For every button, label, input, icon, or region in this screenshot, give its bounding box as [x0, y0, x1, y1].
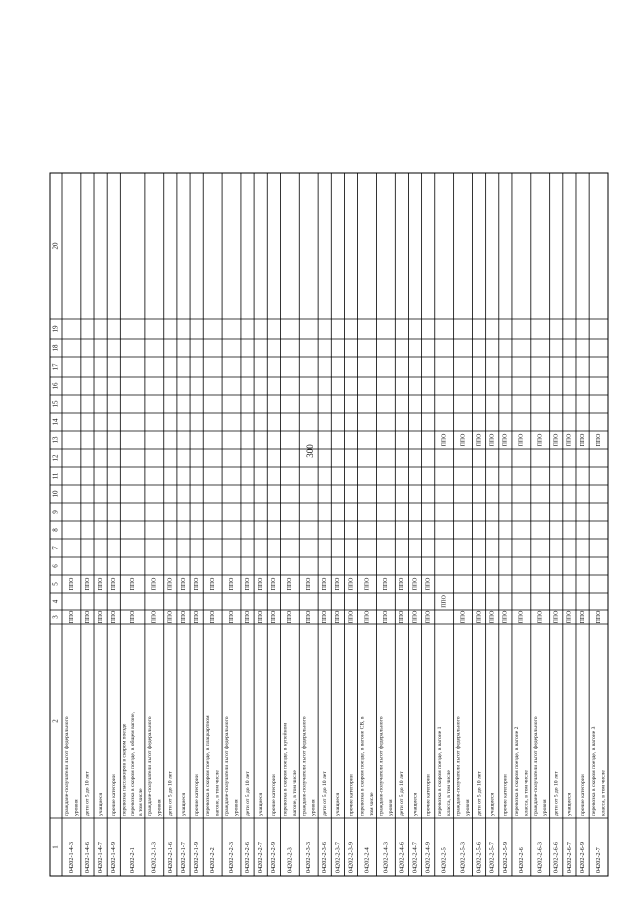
table-row: [425, 578, 432, 873]
cell-value: ППО: [306, 577, 313, 591]
cell-value: ППО: [167, 610, 174, 624]
row-code: 04202-2-5: [440, 847, 448, 873]
column-header: 2: [51, 719, 60, 723]
row-code: 04202-2-2-3: [227, 842, 235, 873]
row-code: 04202-2-4-6: [398, 842, 406, 873]
cell-value: ППО: [383, 610, 390, 624]
table-row: [489, 434, 496, 873]
row-description: вагоне, в том числе: [291, 770, 298, 816]
row-code: 04202-2-4-3: [382, 842, 390, 873]
row-description: учащиеся: [412, 792, 419, 816]
cell-value: ППО: [489, 610, 496, 624]
row-description: граждане-получатели льгот федерального: [63, 716, 70, 816]
cell-value: ППО: [151, 577, 158, 591]
column-header: 14: [51, 418, 60, 426]
row-code: 04202-2-6-6: [552, 842, 560, 873]
row-description: перевозка в скором поезде, в вагоне 1: [436, 726, 443, 816]
column-header: 12: [51, 454, 60, 462]
row-description: дети от 5 до 10 лет: [553, 771, 560, 816]
column-header: 10: [51, 490, 60, 498]
cell-value: ППО: [412, 577, 419, 591]
table-row: [205, 578, 220, 873]
table-row: [334, 578, 341, 873]
cell-value: ППО: [489, 433, 496, 447]
cell-value: ППО: [244, 610, 251, 624]
table-row: [514, 434, 529, 873]
cell-value: ППО: [167, 577, 174, 591]
cell-value: ППО: [306, 610, 313, 624]
cell-value: ППО: [579, 610, 586, 624]
row-description: граждане-получатели льгот федерального: [146, 716, 153, 816]
row-description: класса, в том числе: [600, 770, 607, 816]
row-description: учащиеся: [489, 792, 496, 816]
cell-value: ППО: [553, 610, 560, 624]
column-header: 1: [51, 845, 60, 849]
row-code: 04202-2-6-3: [536, 842, 544, 873]
row-description: уровня: [156, 799, 163, 816]
row-description: перевозка пассажиров в скором поезде: [121, 723, 128, 816]
row-code: 04202-2-5-9: [501, 842, 509, 873]
row-description: в том числе: [138, 788, 145, 816]
cell-value: ППО: [129, 577, 136, 591]
row-description: уровня: [310, 799, 317, 816]
row-description: вагоне, в том числе: [214, 770, 221, 816]
row-code: 04202-2-1-7: [179, 842, 187, 873]
row-code: 04202-2-2-7: [257, 842, 265, 873]
table-row: [437, 434, 452, 873]
table-row: [110, 578, 117, 873]
table-row: [63, 578, 79, 873]
row-description: перевозка в скором поезде, в вагоне СВ, в: [359, 716, 366, 816]
column-header: 4: [51, 599, 60, 604]
cell-value: ППО: [595, 433, 602, 447]
cell-value: ППО: [566, 433, 573, 447]
cell-value: ППО: [412, 610, 419, 624]
table-row: [398, 578, 405, 873]
table-row: [579, 434, 586, 873]
row-description: перевозка в скором поезде, в плацкартном: [205, 715, 212, 816]
row-code: 04202-2-6: [517, 847, 525, 873]
page-number: 300: [305, 444, 315, 458]
cell-value: ППО: [209, 577, 216, 591]
row-code: 04202-2-4-9: [424, 842, 432, 873]
row-code: 04202-2-5-3: [459, 842, 467, 873]
row-description: прочие категории: [425, 774, 432, 816]
row-description: прочие категории: [271, 774, 278, 816]
row-code: 04202-2-2-6: [243, 842, 251, 873]
row-description: граждане-получатели льгот федерального: [224, 716, 231, 816]
column-header: 15: [51, 400, 60, 408]
cell-value: ППО: [566, 610, 573, 624]
row-description: учащиеся: [566, 792, 573, 816]
cell-value: ППО: [257, 577, 264, 591]
cell-value: ППО: [287, 610, 294, 624]
cell-value: ППО: [383, 577, 390, 591]
table-row: [566, 434, 573, 873]
column-header: 17: [51, 363, 60, 371]
row-description: учащиеся: [180, 792, 187, 816]
row-description: уровня: [73, 799, 80, 816]
row-code: 04202-1-4-7: [97, 842, 105, 873]
row-description: перевозка в скором поезде, в общем вагоне,: [129, 712, 136, 816]
cell-value: ППО: [399, 577, 406, 591]
cell-value: ППО: [68, 577, 75, 591]
cell-value: ППО: [476, 433, 483, 447]
row-description: дети от 5 до 10 лет: [476, 771, 483, 816]
cell-value: ППО: [399, 610, 406, 624]
cell-value: ППО: [111, 610, 118, 624]
column-header: 3: [51, 615, 60, 619]
row-code: 04202-2-6-9: [578, 842, 586, 873]
row-description: прочие категории: [502, 774, 509, 816]
cell-value: ППО: [335, 577, 342, 591]
cell-value: ППО: [322, 610, 329, 624]
row-code: 04202-2-2: [209, 847, 217, 873]
row-code: 04202-2-1-6: [166, 842, 174, 873]
table-row: [455, 434, 471, 873]
cell-value: ППО: [537, 610, 544, 624]
row-description: прочие категории: [111, 774, 118, 816]
cell-value: ППО: [111, 577, 118, 591]
table-row: [502, 434, 509, 873]
cell-value: ППО: [460, 610, 467, 624]
cell-value: ППО: [151, 610, 158, 624]
row-code: 04202-2-3: [286, 847, 294, 873]
row-code: 04202-2-3-7: [334, 842, 342, 873]
cell-value: ППО: [364, 577, 371, 591]
cell-value: ППО: [348, 610, 355, 624]
cell-value: ППО: [228, 577, 235, 591]
column-header: 11: [51, 472, 60, 480]
row-code: 04202-2-3-9: [347, 842, 355, 873]
table-row: [532, 434, 548, 873]
table-row: [347, 578, 354, 873]
row-code: 04202-2-4: [363, 847, 371, 873]
table-row: [475, 434, 482, 873]
cell-value: ППО: [348, 577, 355, 591]
row-description: граждане-получатели льгот федерального: [378, 716, 385, 816]
cell-value: ППО: [553, 433, 560, 447]
row-code: 04202-2-4-7: [411, 842, 419, 873]
row-code: 04202-2-7: [594, 847, 602, 873]
row-description: дети от 5 до 10 лет: [244, 771, 251, 816]
row-description: учащиеся: [257, 792, 264, 816]
table-row: [360, 578, 375, 873]
row-description: дети от 5 до 10 лет: [167, 771, 174, 816]
cell-value: ППО: [441, 595, 448, 608]
row-code: 04202-1-4-9: [110, 842, 118, 873]
cell-value: ППО: [244, 577, 251, 591]
table-row: [270, 578, 277, 873]
table-row: [377, 578, 393, 873]
row-code: 04202-2-1: [129, 847, 137, 873]
row-description: уровня: [542, 799, 549, 816]
cell-value: ППО: [476, 610, 483, 624]
row-code: 04202-2-1-3: [150, 842, 158, 873]
row-code: 04202-1-4-6: [83, 842, 91, 873]
column-header: 16: [51, 382, 60, 390]
row-code: 04202-2-1-9: [193, 842, 201, 873]
column-header: 7: [51, 546, 60, 550]
cell-value: ППО: [441, 433, 448, 447]
row-description: уровня: [233, 799, 240, 816]
row-description: перевозка в скором поезде, в вагоне 3: [591, 726, 598, 816]
row-description: перевозка в скором поезде, в купейном: [282, 723, 289, 816]
cell-value: ППО: [84, 577, 91, 591]
cell-value: ППО: [209, 610, 216, 624]
table-row: [167, 578, 174, 873]
row-code: 04202-2-2-9: [270, 842, 278, 873]
cell-value: ППО: [180, 610, 187, 624]
cell-value: ППО: [97, 610, 104, 624]
row-description: уровня: [387, 799, 394, 816]
cell-value: ППО: [84, 610, 91, 624]
row-description: прочие категории: [348, 774, 355, 816]
row-description: прочие категории: [193, 774, 200, 816]
row-description: учащиеся: [97, 792, 104, 816]
cell-value: ППО: [287, 577, 294, 591]
row-code: 04202-2-5-6: [475, 842, 483, 873]
cell-value: ППО: [271, 577, 278, 591]
table-row: [411, 578, 418, 873]
table-row: [553, 434, 560, 873]
row-description: класса, в том числе: [446, 770, 453, 816]
cell-value: ППО: [502, 610, 509, 624]
cell-value: ППО: [518, 433, 525, 447]
cell-value: ППО: [425, 610, 432, 624]
cell-value: ППО: [518, 610, 525, 624]
row-description: дети от 5 до 10 лет: [399, 771, 406, 816]
row-description: перевозка в скором поезде, в вагоне 2: [513, 726, 520, 816]
table-row: [281, 578, 297, 873]
table-row: [300, 578, 316, 873]
cell-value: ППО: [460, 433, 467, 447]
row-description: класса, в том числе: [523, 770, 530, 816]
column-header: 6: [51, 564, 60, 568]
row-code: 04202-2-3-6: [321, 842, 329, 873]
table-row: [97, 578, 104, 873]
column-header: 19: [51, 325, 60, 333]
table-row: [321, 578, 328, 873]
column-header: 9: [51, 510, 60, 514]
table-row: [257, 578, 264, 873]
cell-value: ППО: [579, 433, 586, 447]
table-row: [223, 578, 239, 873]
cell-value: ППО: [335, 610, 342, 624]
table-row: [146, 578, 162, 873]
cell-value: ППО: [180, 577, 187, 591]
row-description: дети от 5 до 10 лет: [84, 771, 91, 816]
column-header: 5: [51, 582, 60, 586]
row-description: граждане-получатели льгот федерального: [301, 716, 308, 816]
row-code: 04202-2-6-7: [565, 842, 573, 873]
cell-value: ППО: [68, 610, 75, 624]
row-description: дети от 5 до 10 лет: [321, 771, 328, 816]
table-row: [591, 434, 606, 873]
table-row: [122, 578, 144, 873]
row-code: 04202-2-5-7: [488, 842, 496, 873]
cell-value: ППО: [364, 610, 371, 624]
cell-value: ППО: [537, 433, 544, 447]
table-row: [193, 578, 200, 873]
row-description: учащиеся: [335, 792, 342, 816]
table-row: [84, 578, 91, 873]
column-header: 20: [51, 242, 60, 250]
cell-value: ППО: [228, 610, 235, 624]
cell-value: ППО: [595, 610, 602, 624]
cell-value: ППО: [129, 610, 136, 624]
cell-value: ППО: [425, 577, 432, 591]
cell-value: ППО: [257, 610, 264, 624]
cell-value: ППО: [97, 577, 104, 591]
cell-value: ППО: [271, 610, 278, 624]
row-description: уровня: [465, 799, 472, 816]
cell-value: ППО: [193, 610, 200, 624]
row-code: 04202-1-4-3: [67, 842, 75, 873]
column-header: 8: [51, 528, 60, 532]
cell-value: ППО: [193, 577, 200, 591]
row-description: том числе: [369, 792, 376, 816]
table-row: [244, 578, 251, 873]
row-description: прочие категории: [579, 774, 586, 816]
column-header: 13: [51, 436, 60, 444]
column-header: 18: [51, 344, 60, 352]
table-row: [180, 578, 187, 873]
row-description: граждане-получатели льгот федерального: [455, 716, 462, 816]
cell-value: ППО: [322, 577, 329, 591]
cell-value: ППО: [502, 433, 509, 447]
row-description: граждане-получатели льгот федерального: [532, 716, 539, 816]
row-code: 04202-2-3-3: [305, 842, 313, 873]
